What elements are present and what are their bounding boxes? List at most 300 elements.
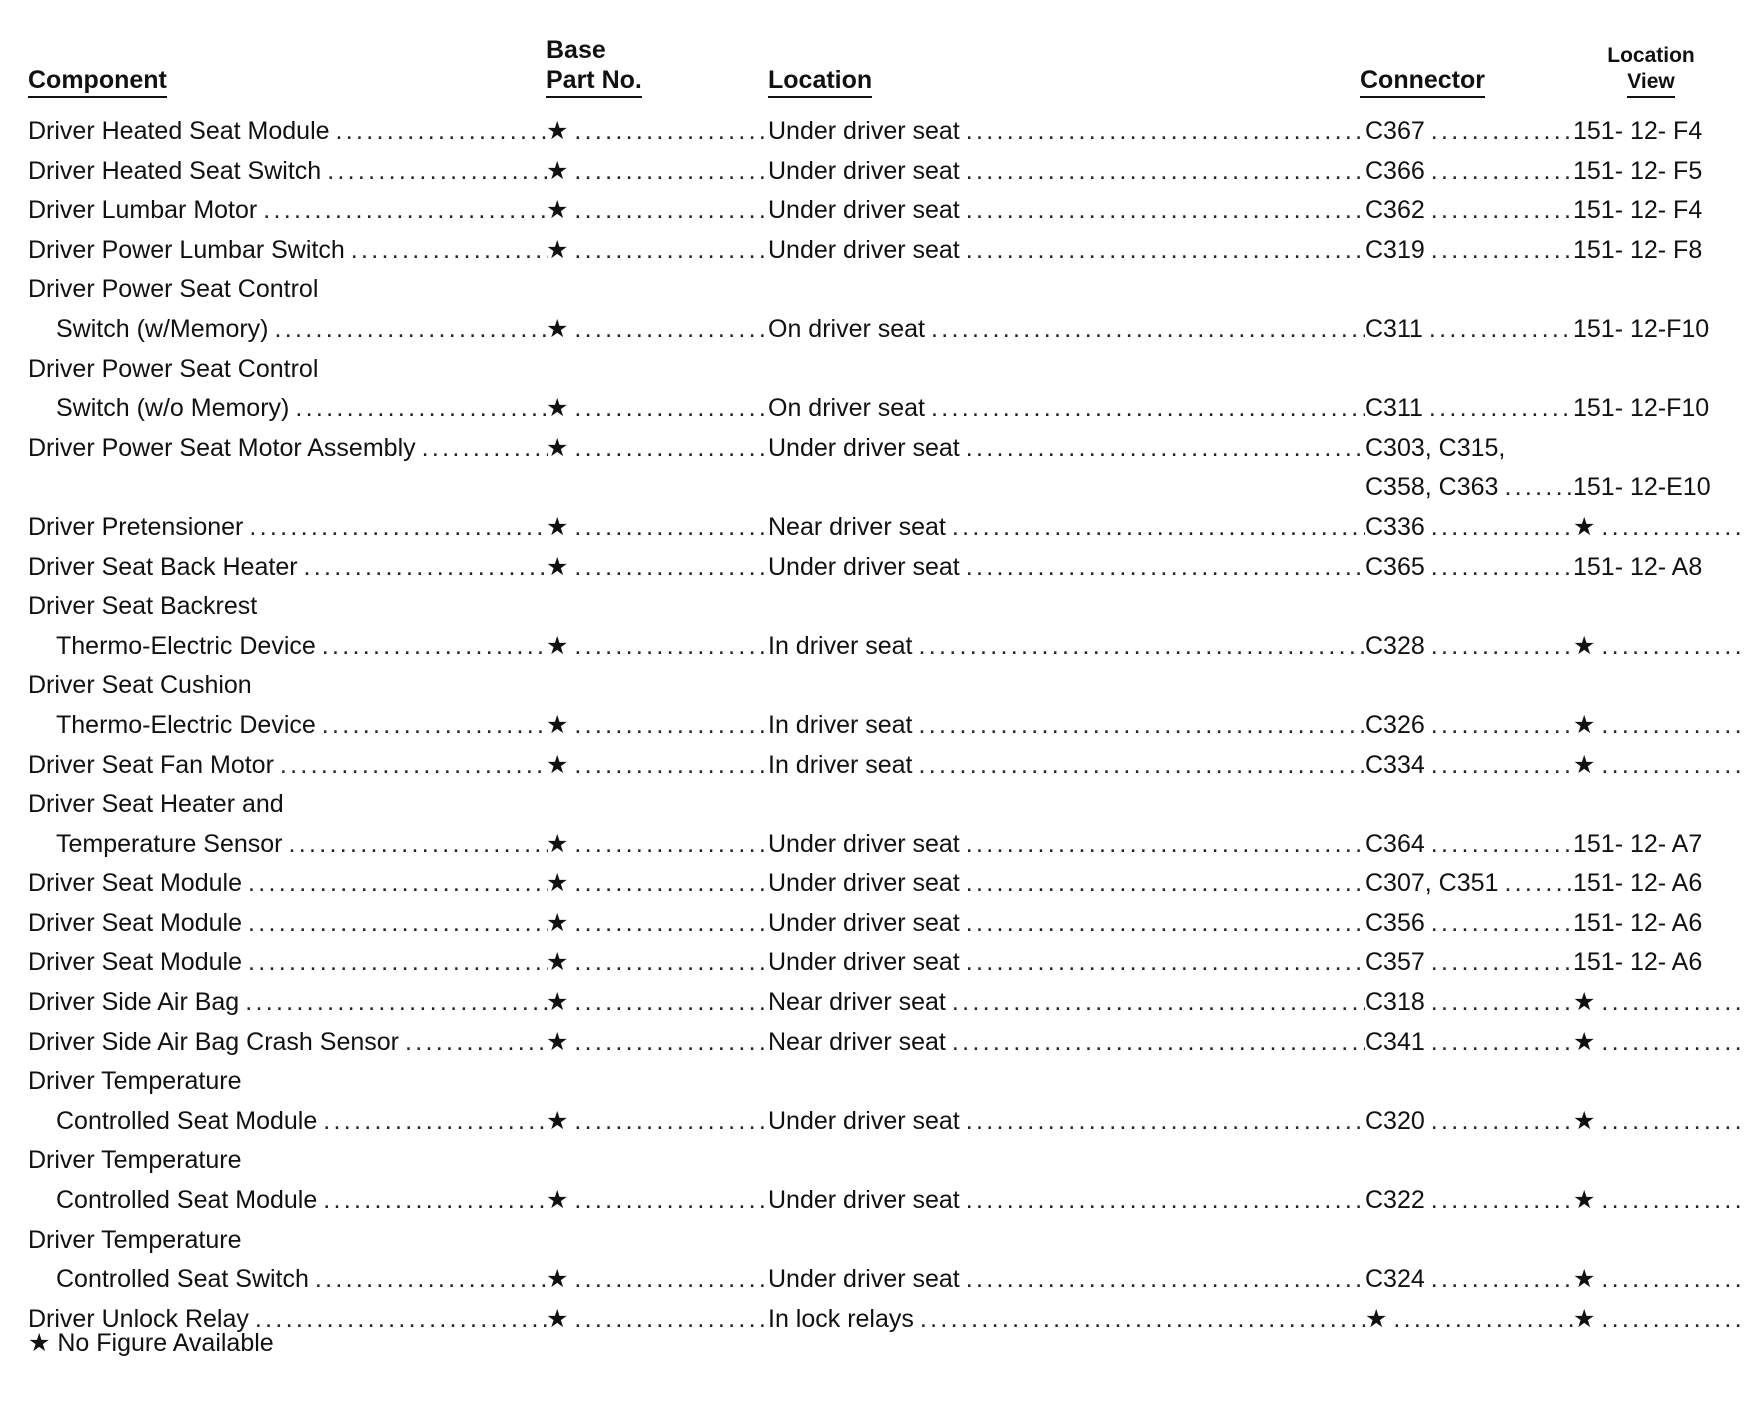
view-cell xyxy=(1573,152,1740,192)
part-cell-text: ★ xyxy=(546,869,569,898)
location-cell xyxy=(768,1102,1365,1142)
component-cell xyxy=(28,666,628,706)
leader-dots xyxy=(1431,825,1573,865)
leader-dots xyxy=(280,746,548,786)
leader-dots xyxy=(574,191,768,231)
component-cell-text: Driver Seat Module xyxy=(28,948,242,977)
component-cell xyxy=(28,825,548,865)
part-cell xyxy=(546,706,768,746)
part-cell-text: ★ xyxy=(546,988,569,1017)
component-cell xyxy=(28,904,548,944)
leader-dots xyxy=(248,943,548,983)
leader-dots xyxy=(574,429,768,469)
leader-dots xyxy=(1431,548,1573,588)
leader-dots xyxy=(574,825,768,865)
leader-dots xyxy=(574,983,768,1023)
view-cell-text: ★ xyxy=(1573,1027,1596,1056)
view-cell xyxy=(1573,983,1740,1023)
table-row xyxy=(28,943,1740,983)
part-cell xyxy=(546,983,768,1023)
view-cell xyxy=(1573,1181,1740,1221)
part-cell xyxy=(546,191,768,231)
table-row xyxy=(28,1221,1740,1300)
leader-dots xyxy=(919,627,1365,667)
component-cell-text: Controlled Seat Module xyxy=(56,1186,318,1215)
leader-dots xyxy=(574,231,768,271)
connector-cell-text: C324 xyxy=(1365,1265,1425,1294)
location-cell xyxy=(768,1300,1365,1340)
component-cell xyxy=(28,1181,548,1221)
component-cell-text: Driver Temperature xyxy=(28,1225,242,1254)
leader-dots xyxy=(1431,943,1573,983)
table-row xyxy=(28,1141,1740,1220)
component-cell-text: Driver Side Air Bag Crash Sensor xyxy=(28,1027,399,1056)
component-cell xyxy=(28,864,548,904)
connector-cell xyxy=(1365,468,1573,508)
location-cell-text: In driver seat xyxy=(768,710,913,739)
leader-dots xyxy=(574,112,768,152)
table-body xyxy=(28,112,1740,1339)
view-cell xyxy=(1573,548,1740,588)
part-cell-text: ★ xyxy=(546,1027,569,1056)
location-cell xyxy=(768,864,1365,904)
leader-dots xyxy=(1431,983,1573,1023)
leader-dots xyxy=(1431,112,1573,152)
location-cell-text: Under driver seat xyxy=(768,829,960,858)
table-row xyxy=(28,112,1740,152)
component-cell xyxy=(28,231,548,271)
connector-cell-text: ★ xyxy=(1365,1304,1388,1333)
leader-dots xyxy=(1393,1300,1573,1340)
leader-dots xyxy=(1601,508,1740,548)
leader-dots xyxy=(1429,310,1573,350)
location-cell xyxy=(768,191,1365,231)
leader-dots xyxy=(1431,508,1573,548)
part-cell xyxy=(546,825,768,865)
view-cell xyxy=(1573,943,1740,983)
part-cell-text: ★ xyxy=(546,750,569,779)
leader-dots xyxy=(1601,1181,1740,1221)
part-cell-text: ★ xyxy=(546,196,569,225)
leader-dots xyxy=(952,983,1365,1023)
component-cell xyxy=(28,746,548,786)
part-cell xyxy=(546,548,768,588)
component-cell-text: Thermo-Electric Device xyxy=(56,631,316,660)
view-cell xyxy=(1573,1102,1740,1142)
location-cell-text: Under driver seat xyxy=(768,235,960,264)
connector-cell xyxy=(1365,1181,1573,1221)
part-cell-text: ★ xyxy=(546,156,569,185)
leader-dots xyxy=(322,627,548,667)
view-cell-text: ★ xyxy=(1573,1265,1596,1294)
part-cell xyxy=(546,943,768,983)
component-cell xyxy=(28,1260,548,1300)
component-cell-text: Switch (w/o Memory) xyxy=(56,394,290,423)
component-cell-text: Driver Unlock Relay xyxy=(28,1304,249,1333)
leader-dots xyxy=(1601,1023,1740,1063)
leader-dots xyxy=(952,508,1365,548)
table-row xyxy=(28,666,1740,745)
leader-dots xyxy=(295,389,548,429)
leader-dots xyxy=(1601,1300,1740,1340)
part-cell-text: ★ xyxy=(546,314,569,343)
component-cell xyxy=(28,152,548,192)
part-cell xyxy=(546,864,768,904)
connector-cell xyxy=(1365,429,1573,469)
leader-dots xyxy=(966,825,1365,865)
part-cell xyxy=(546,152,768,192)
view-cell-text: ★ xyxy=(1573,1106,1596,1135)
table-row xyxy=(28,429,1740,508)
component-cell xyxy=(28,429,548,469)
component-cell-text: Driver Seat Heater and xyxy=(28,790,284,819)
view-cell xyxy=(1573,904,1740,944)
component-cell xyxy=(28,587,628,627)
leader-dots xyxy=(1504,468,1573,508)
leader-dots xyxy=(966,943,1365,983)
part-cell xyxy=(546,231,768,271)
location-cell-text: Under driver seat xyxy=(768,117,960,145)
component-cell-text: Switch (w/Memory) xyxy=(56,314,269,343)
part-cell xyxy=(546,904,768,944)
table-row xyxy=(28,983,1740,1023)
table-row xyxy=(28,152,1740,192)
part-cell-text: ★ xyxy=(546,948,569,977)
connector-cell-text: C356 xyxy=(1365,908,1425,937)
location-cell-text: In driver seat xyxy=(768,750,913,779)
part-cell xyxy=(546,508,768,548)
leader-dots xyxy=(574,1260,768,1300)
part-cell xyxy=(546,746,768,786)
header-base-part-no: Base Part No. xyxy=(546,35,642,98)
leader-dots xyxy=(966,1102,1365,1142)
view-cell xyxy=(1573,706,1740,746)
component-cell-text: Driver Side Air Bag xyxy=(28,988,240,1017)
component-cell xyxy=(28,1102,548,1142)
part-cell xyxy=(546,389,768,429)
location-cell-text: Under driver seat xyxy=(768,1186,960,1215)
location-cell xyxy=(768,310,1365,350)
location-cell-text: On driver seat xyxy=(768,314,926,343)
leader-dots xyxy=(245,983,548,1023)
leader-dots xyxy=(952,1023,1365,1063)
view-cell-text: 151- 12- F8 xyxy=(1573,235,1703,264)
part-cell-text: ★ xyxy=(546,235,569,264)
table-row xyxy=(28,508,1740,548)
table-row xyxy=(28,746,1740,786)
view-cell xyxy=(1573,508,1740,548)
view-cell xyxy=(1573,191,1740,231)
view-cell xyxy=(1573,231,1740,271)
component-cell-text: Driver Seat Back Heater xyxy=(28,552,298,581)
view-cell xyxy=(1573,389,1740,429)
leader-dots xyxy=(1431,1102,1573,1142)
table-row xyxy=(28,548,1740,588)
view-cell-text: 151- 12- A6 xyxy=(1573,908,1703,937)
component-cell-text: Driver Seat Module xyxy=(28,869,242,898)
connector-cell-text: C366 xyxy=(1365,156,1425,185)
view-cell-text: 151- 12-E10 xyxy=(1573,473,1711,502)
location-cell-text: On driver seat xyxy=(768,394,926,423)
connector-cell xyxy=(1365,1102,1573,1142)
location-cell xyxy=(768,548,1365,588)
component-cell-text: Driver Power Seat Control xyxy=(28,275,319,304)
leader-dots xyxy=(323,1181,548,1221)
leader-dots xyxy=(966,864,1365,904)
connector-cell-text: C362 xyxy=(1365,196,1425,225)
part-cell-text: ★ xyxy=(546,829,569,858)
leader-dots xyxy=(574,943,768,983)
connector-cell xyxy=(1365,983,1573,1023)
view-cell-text: 151- 12- F5 xyxy=(1573,156,1703,185)
connector-cell-text: C328 xyxy=(1365,631,1425,660)
connector-cell xyxy=(1365,706,1573,746)
part-cell xyxy=(546,627,768,667)
part-cell xyxy=(546,429,768,469)
location-cell xyxy=(768,904,1365,944)
component-cell-text: Driver Temperature xyxy=(28,1067,242,1096)
leader-dots xyxy=(920,1300,1365,1340)
leader-dots xyxy=(574,627,768,667)
component-cell xyxy=(28,943,548,983)
leader-dots xyxy=(1431,627,1573,667)
location-cell xyxy=(768,1023,1365,1063)
leader-dots xyxy=(304,548,548,588)
location-cell-text: In lock relays xyxy=(768,1304,914,1333)
component-cell-text: Controlled Seat Module xyxy=(56,1106,318,1135)
connector-cell-text: C336 xyxy=(1365,512,1425,541)
leader-dots xyxy=(248,864,548,904)
location-cell-text: Under driver seat xyxy=(768,869,960,898)
header-location-view: Location View xyxy=(1576,43,1726,98)
leader-dots xyxy=(1601,1260,1740,1300)
leader-dots xyxy=(574,389,768,429)
connector-cell xyxy=(1365,152,1573,192)
leader-dots xyxy=(966,429,1365,469)
leader-dots xyxy=(1431,191,1573,231)
connector-cell-text: C320 xyxy=(1365,1106,1425,1135)
leader-dots xyxy=(574,508,768,548)
header-location: Location xyxy=(768,65,872,98)
connector-cell-text: C334 xyxy=(1365,750,1425,779)
part-cell-text: ★ xyxy=(546,512,569,541)
component-cell-text: Thermo-Electric Device xyxy=(56,710,316,739)
view-cell xyxy=(1573,112,1740,152)
leader-dots xyxy=(966,191,1365,231)
leader-dots xyxy=(1601,983,1740,1023)
view-cell-text: 151- 12- A6 xyxy=(1573,869,1703,898)
connector-cell xyxy=(1365,508,1573,548)
component-cell-text: Driver Heated Seat Module xyxy=(28,117,330,145)
location-cell-text: Near driver seat xyxy=(768,1027,946,1056)
leader-dots xyxy=(1601,1102,1740,1142)
leader-dots xyxy=(574,1023,768,1063)
location-cell xyxy=(768,1260,1365,1300)
component-cell xyxy=(28,548,548,588)
connector-cell xyxy=(1365,112,1573,152)
component-cell-text: Driver Seat Cushion xyxy=(28,671,252,700)
table-row xyxy=(28,785,1740,864)
view-cell xyxy=(1573,825,1740,865)
component-cell-text: Driver Heated Seat Switch xyxy=(28,156,322,185)
component-cell xyxy=(28,1221,628,1261)
component-cell xyxy=(28,350,628,390)
component-cell-text: Driver Power Lumbar Switch xyxy=(28,235,345,264)
connector-cell xyxy=(1365,746,1573,786)
view-cell-text: 151- 12- F4 xyxy=(1573,117,1703,145)
view-cell-text: ★ xyxy=(1573,988,1596,1017)
location-cell-text: Near driver seat xyxy=(768,512,946,541)
part-cell-text: ★ xyxy=(546,908,569,937)
location-cell-text: Under driver seat xyxy=(768,908,960,937)
connector-cell-text: C307, C351 xyxy=(1365,869,1499,898)
location-cell xyxy=(768,429,1365,469)
leader-dots xyxy=(1431,1260,1573,1300)
component-cell-text: Driver Seat Module xyxy=(28,908,242,937)
view-cell-text: 151- 12- A6 xyxy=(1573,948,1703,977)
leader-dots xyxy=(574,548,768,588)
component-cell-text: Driver Seat Fan Motor xyxy=(28,750,274,779)
table-row xyxy=(28,191,1740,231)
leader-dots xyxy=(289,825,548,865)
leader-dots xyxy=(966,1260,1365,1300)
component-cell xyxy=(28,191,548,231)
table-row xyxy=(28,231,1740,271)
leader-dots xyxy=(574,310,768,350)
connector-cell xyxy=(1365,389,1573,429)
leader-dots xyxy=(1601,706,1740,746)
connector-cell-text: C322 xyxy=(1365,1186,1425,1215)
part-cell xyxy=(546,1023,768,1063)
leader-dots xyxy=(574,1300,768,1340)
component-cell xyxy=(28,112,548,152)
location-cell-text: Under driver seat xyxy=(768,156,960,185)
leader-dots xyxy=(249,508,548,548)
component-cell xyxy=(28,785,628,825)
leader-dots xyxy=(966,904,1365,944)
leader-dots xyxy=(931,310,1365,350)
leader-dots xyxy=(574,864,768,904)
view-cell xyxy=(1573,468,1740,508)
table-row xyxy=(28,270,1740,349)
component-cell xyxy=(28,983,548,1023)
component-cell-text: Driver Power Seat Motor Assembly xyxy=(28,433,416,462)
part-cell-text: ★ xyxy=(546,117,569,145)
location-cell-text: In driver seat xyxy=(768,631,913,660)
part-cell xyxy=(546,112,768,152)
view-cell xyxy=(1573,1260,1740,1300)
component-cell-text: Controlled Seat Switch xyxy=(56,1265,309,1294)
table-row xyxy=(28,587,1740,666)
leader-dots xyxy=(322,706,548,746)
component-cell xyxy=(28,706,548,746)
part-cell xyxy=(546,1181,768,1221)
location-cell xyxy=(768,389,1365,429)
leader-dots xyxy=(1431,152,1573,192)
leader-dots xyxy=(1431,746,1573,786)
component-cell-text: Driver Temperature xyxy=(28,1146,242,1175)
view-cell xyxy=(1573,1023,1740,1063)
connector-cell xyxy=(1365,864,1573,904)
location-cell xyxy=(768,825,1365,865)
view-cell xyxy=(1573,310,1740,350)
component-cell xyxy=(28,627,548,667)
component-cell xyxy=(28,310,548,350)
footnote: ★ No Figure Available xyxy=(28,1329,274,1357)
leader-dots xyxy=(574,746,768,786)
leader-dots xyxy=(315,1260,548,1300)
view-cell-text: ★ xyxy=(1573,631,1596,660)
connector-cell-text: C358, C363 xyxy=(1365,473,1499,502)
part-cell-text: ★ xyxy=(546,631,569,660)
component-cell xyxy=(28,389,548,429)
leader-dots xyxy=(574,904,768,944)
component-cell xyxy=(28,270,628,310)
view-cell-text: ★ xyxy=(1573,710,1596,739)
leader-dots xyxy=(574,152,768,192)
connector-cell xyxy=(1365,825,1573,865)
part-cell-text: ★ xyxy=(546,394,569,423)
leader-dots xyxy=(1431,1023,1573,1063)
connector-cell-text: C319 xyxy=(1365,235,1425,264)
view-cell-text: ★ xyxy=(1573,1186,1596,1215)
connector-cell-text: C311 xyxy=(1365,314,1423,343)
leader-dots xyxy=(966,548,1365,588)
view-cell xyxy=(1573,746,1740,786)
part-cell-text: ★ xyxy=(546,552,569,581)
leader-dots xyxy=(919,746,1365,786)
leader-dots xyxy=(931,389,1365,429)
location-cell xyxy=(768,746,1365,786)
leader-dots xyxy=(422,429,548,469)
leader-dots xyxy=(1504,864,1573,904)
leader-dots xyxy=(1601,746,1740,786)
component-cell xyxy=(28,508,548,548)
table-row xyxy=(28,864,1740,904)
view-cell xyxy=(1573,627,1740,667)
connector-cell-text: C311 xyxy=(1365,394,1423,423)
connector-cell-text: C303, C315, xyxy=(1365,433,1506,462)
leader-dots xyxy=(966,1181,1365,1221)
connector-cell xyxy=(1365,943,1573,983)
component-cell-text: Driver Seat Backrest xyxy=(28,592,258,621)
leader-dots xyxy=(275,310,548,350)
connector-cell xyxy=(1365,548,1573,588)
leader-dots xyxy=(323,1102,548,1142)
location-cell-text: Under driver seat xyxy=(768,433,960,462)
leader-dots xyxy=(248,904,548,944)
component-location-table xyxy=(28,28,1740,1357)
leader-dots xyxy=(1431,1181,1573,1221)
part-cell xyxy=(546,1102,768,1142)
leader-dots xyxy=(574,1181,768,1221)
location-cell-text: Under driver seat xyxy=(768,1265,960,1294)
view-cell xyxy=(1573,1300,1740,1340)
component-cell-text: Temperature Sensor xyxy=(56,829,283,858)
view-cell-text: 151- 12-F10 xyxy=(1573,394,1710,423)
component-cell-text: Driver Pretensioner xyxy=(28,512,244,541)
table-row xyxy=(28,350,1740,429)
connector-cell-text: C357 xyxy=(1365,948,1425,977)
table-row xyxy=(28,1023,1740,1063)
header-connector: Connector xyxy=(1360,65,1485,98)
location-cell xyxy=(768,112,1365,152)
view-cell-text: ★ xyxy=(1573,1304,1596,1333)
table-row xyxy=(28,1300,1740,1340)
part-cell-text: ★ xyxy=(546,1186,569,1215)
header-component: Component xyxy=(28,65,167,98)
connector-cell xyxy=(1365,1300,1573,1340)
